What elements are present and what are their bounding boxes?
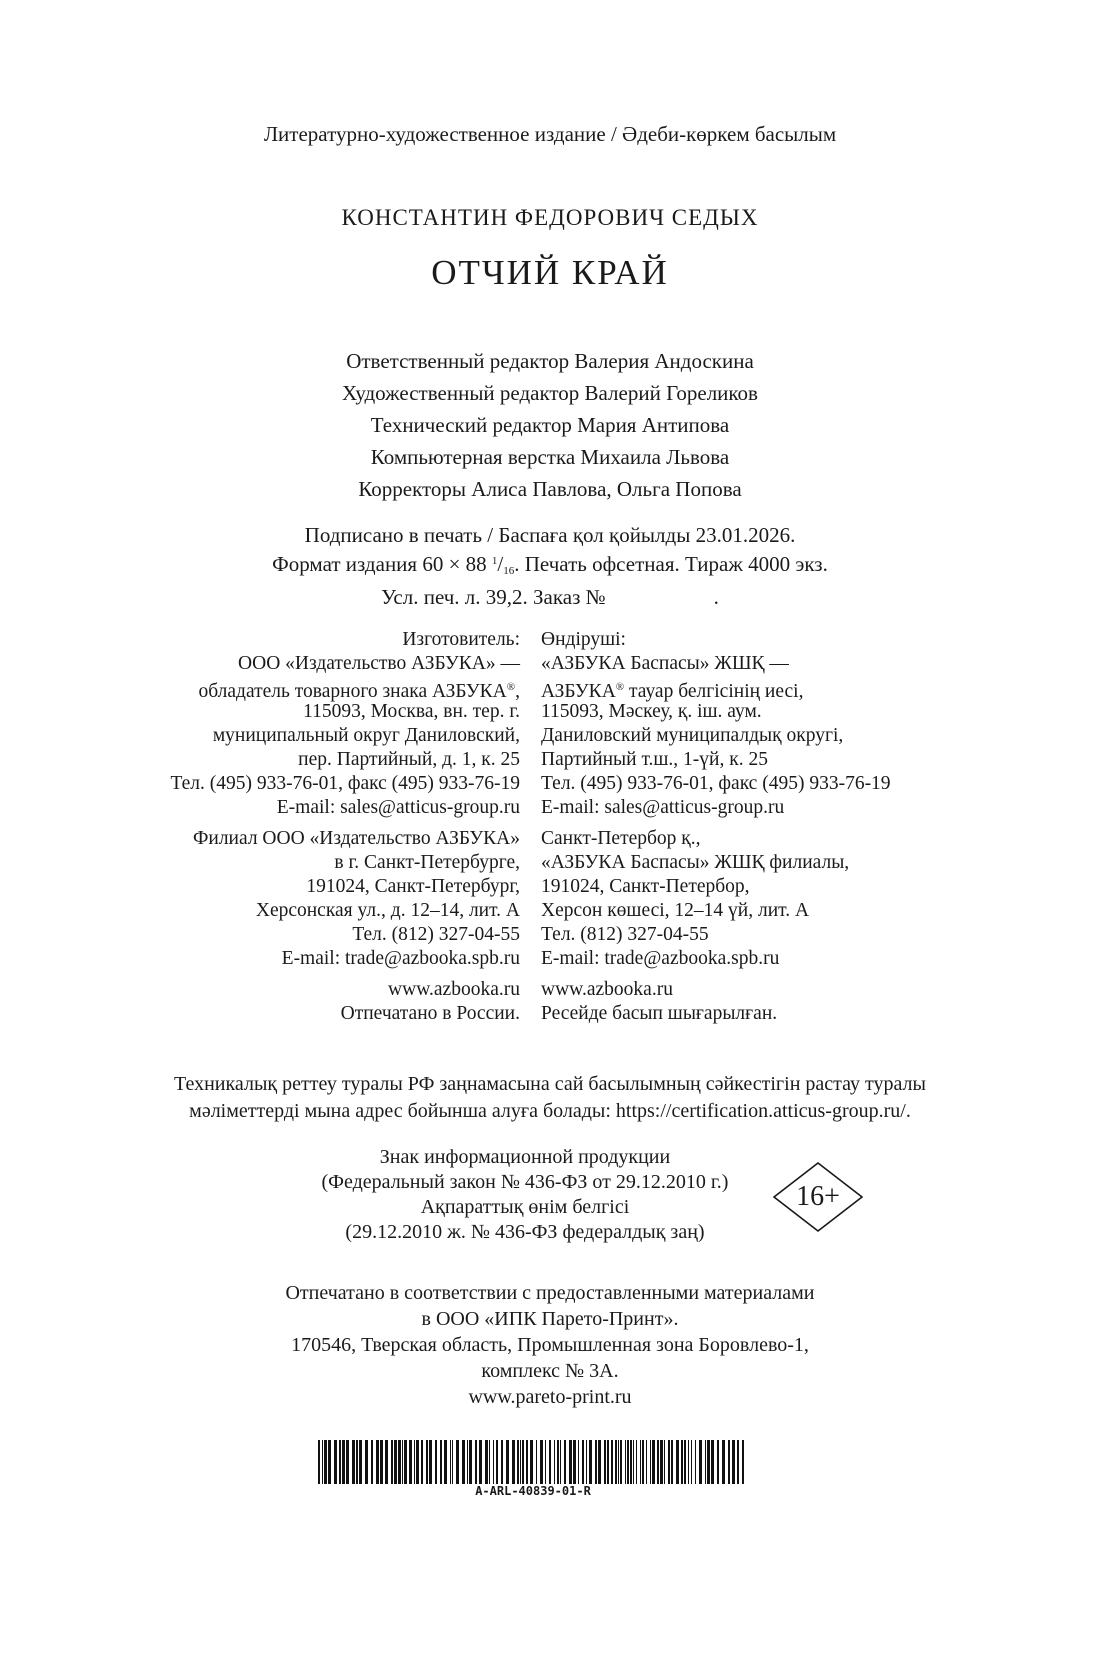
manufacturer-line: Даниловский муниципалдық округі, [541, 725, 844, 746]
barcode-bar [707, 1440, 710, 1484]
barcode-bar [485, 1440, 488, 1484]
barcode-bar [633, 1440, 634, 1484]
barcode-bar [376, 1440, 379, 1484]
barcode-bar [545, 1440, 546, 1484]
branch-phone: Тел. (812) 327-04-55 [352, 924, 520, 945]
branch-line: Санкт-Петербор қ., [541, 828, 701, 849]
barcode-bar [506, 1440, 509, 1484]
barcode-bar [717, 1440, 719, 1484]
barcode-bar [398, 1440, 401, 1484]
marking-line: (Федеральный закон № 436-ФЗ от 29.12.2010 г.) [321, 1171, 729, 1193]
printer-info [0, 1280, 1100, 1410]
barcode-bar [540, 1440, 543, 1484]
barcode-bar [569, 1440, 572, 1484]
barcode-bar [688, 1440, 689, 1484]
branch-email: E-mail: trade@azbooka.spb.ru [541, 948, 780, 969]
manufacturer-ru [170, 627, 520, 819]
barcode-bar [452, 1440, 453, 1484]
genre-line: Литературно-художественное издание / Әдеби-көркем басылым [263, 122, 837, 146]
barcode-bar [732, 1440, 735, 1484]
barcode-bar [557, 1440, 559, 1484]
barcode-bar [385, 1440, 388, 1484]
barcode-bar [462, 1440, 465, 1484]
printer-line: комплекс № 3А. [481, 1360, 619, 1382]
manufacturer-line: 115093, Мәскеу, қ. іш. аум. [541, 701, 762, 722]
barcode-bar [711, 1440, 714, 1484]
info-marking-text [270, 1145, 780, 1245]
barcode-bar [536, 1440, 537, 1484]
branch-line: 191024, Санкт-Петербор, [541, 876, 750, 897]
barcode-bar [496, 1440, 498, 1484]
branch-line: Херсон көшесі, 12–14 үй, лит. А [541, 900, 810, 921]
barcode-bar [391, 1440, 393, 1484]
barcode-bar [618, 1440, 619, 1484]
signed-date: Подписано в печать / Баспаға қол қойылды 23.01.2026. [304, 523, 796, 547]
barcode-bar [646, 1440, 647, 1484]
barcode-bar [607, 1440, 609, 1484]
barcode-bar [573, 1440, 576, 1484]
printed-in: Ресейде басып шығарылған. [541, 1003, 778, 1024]
barcode-bar [691, 1440, 692, 1484]
manufacturer-line: муниципальный округ Даниловский, [212, 725, 520, 746]
barcode-bar [324, 1440, 327, 1484]
credit-line: Компьютерная верстка Михаила Львова [370, 445, 730, 469]
barcode-bar [475, 1440, 477, 1484]
format-prefix: Формат издания 60 × 88 [272, 552, 492, 576]
barcode-bar [620, 1440, 622, 1484]
barcode-bar [346, 1440, 349, 1484]
barcode-bar [318, 1440, 320, 1484]
manufacturer-kz [541, 627, 891, 819]
barcode-bar [699, 1440, 702, 1484]
manufacturer-phone: Тел. (495) 933-76-01, факс (495) 933-76-19 [541, 773, 891, 794]
branch-line: 191024, Санкт-Петербург, [306, 876, 520, 897]
website-link[interactable]: www.azbooka.ru [388, 979, 520, 1000]
barcode-bar [598, 1440, 601, 1484]
manufacturer-line: Партийный т.ш., 1-үй, к. 25 [541, 749, 768, 770]
printer-line: 170546, Тверская область, Промышленная зона Боровлево-1, [291, 1334, 809, 1356]
barcode-bar [671, 1440, 673, 1484]
comma: , [515, 681, 520, 702]
barcode-bar [493, 1440, 494, 1484]
barcode-bar [627, 1440, 629, 1484]
marking-line: Знак информационной продукции [379, 1146, 671, 1168]
registered-mark: ® [506, 681, 516, 693]
barcode-bar [356, 1440, 358, 1484]
barcode-bar [512, 1440, 515, 1484]
marking-line: (29.12.2010 ж. № 436-ФЗ федералдық заң) [345, 1221, 705, 1243]
barcode-bar [595, 1440, 597, 1484]
trademark-text: обладатель товарного знака АЗБУКА [198, 681, 507, 702]
barcode-bar [676, 1440, 679, 1484]
barcode-bar [589, 1440, 592, 1484]
manufacturer-line: «АЗБУКА Баспасы» ЖШҚ — [541, 653, 789, 674]
barcode-bar [501, 1440, 503, 1484]
barcode-bar [684, 1440, 686, 1484]
barcode-bar [549, 1440, 551, 1484]
barcode-bar [604, 1440, 606, 1484]
manufacturer-line: ООО «Издательство АЗБУКА» — [238, 653, 520, 674]
manufacturer-email: E-mail: sales@atticus-group.ru [276, 797, 520, 818]
age-rating-text: 16+ [796, 1181, 840, 1212]
book-title: ОТЧИЙ КРАЙ [431, 253, 669, 292]
barcode-bar [402, 1440, 403, 1484]
barcode-bar [554, 1440, 555, 1484]
barcode-bar [426, 1440, 428, 1484]
barcode-bar [737, 1440, 739, 1484]
barcode-bar [444, 1440, 447, 1484]
credits-block [0, 345, 1100, 505]
barcode-bar [695, 1440, 696, 1484]
barcode-bar [582, 1440, 584, 1484]
barcode-bar [380, 1440, 383, 1484]
manufacturer-line: пер. Партийный, д. 1, к. 25 [298, 749, 520, 770]
barcode-bar [328, 1440, 331, 1484]
barcode-bar [578, 1440, 579, 1484]
barcode-bar [668, 1440, 670, 1484]
kazakh-column [541, 627, 891, 1032]
sheets-end: . [713, 585, 719, 609]
sheets-text: Усл. печ. л. 39,2. Заказ № [381, 585, 606, 609]
manufacturer-label-ru: Изготовитель: [402, 629, 520, 650]
registered-mark: ® [615, 681, 625, 693]
barcode-bar [429, 1440, 432, 1484]
barcode-bar [681, 1440, 683, 1484]
barcode-bar [564, 1440, 566, 1484]
barcode-bar [450, 1440, 451, 1484]
manufacturer-line [170, 675, 520, 702]
branch-phone: Тел. (812) 327-04-55 [541, 924, 709, 945]
format-slash: / [497, 552, 504, 576]
barcode-bar [652, 1440, 655, 1484]
branch-kz [541, 826, 891, 970]
barcode-bar [742, 1440, 744, 1484]
trademark-text: АЗБУКА [541, 681, 616, 702]
barcode-bar [728, 1440, 730, 1484]
barcode-bar [650, 1440, 651, 1484]
credit-line: Художественный редактор Валерий Гореликов [342, 381, 758, 405]
barcode-bar [414, 1440, 415, 1484]
barcode-bar [359, 1440, 362, 1484]
footer-ru [170, 977, 520, 1025]
barcode-bar [560, 1440, 561, 1484]
trademark-owner: тауар белгісінің иесі, [624, 681, 804, 702]
barcode-bar [517, 1440, 519, 1484]
branch-email: E-mail: trade@azbooka.spb.ru [281, 948, 520, 969]
manufacturer-email: E-mail: sales@atticus-group.ru [541, 797, 785, 818]
branch-line: «АЗБУКА Баспасы» ЖШҚ филиалы, [541, 852, 850, 873]
barcode-bar [530, 1440, 533, 1484]
printer-website[interactable]: www.pareto-print.ru [468, 1386, 632, 1408]
printed-in: Отпечатано в России. [340, 1003, 520, 1024]
branch-line: Филиал ООО «Издательство АЗБУКА» [192, 828, 520, 849]
sheets-line [0, 584, 1100, 610]
barcode-bar [520, 1440, 521, 1484]
website-link[interactable]: www.azbooka.ru [541, 979, 673, 1000]
barcode-bar [642, 1440, 644, 1484]
barcode-bar [479, 1440, 482, 1484]
barcode-bar [409, 1440, 412, 1484]
certification-note [0, 1071, 1100, 1125]
barcode-bar [625, 1440, 626, 1484]
barcode-bar [334, 1440, 337, 1484]
barcode-bar [394, 1440, 397, 1484]
format-line [0, 548, 1100, 584]
barcode-bar [342, 1440, 345, 1484]
barcode-bar [705, 1440, 706, 1484]
barcode-bar [586, 1440, 587, 1484]
branch-line: Херсонская ул., д. 12–14, лит. А [255, 900, 520, 921]
barcode-bar [435, 1440, 437, 1484]
barcode-bar [526, 1440, 528, 1484]
author-name: КОНСТАНТИН ФЕДОРОВИЧ СЕДЫХ [341, 205, 759, 230]
barcode-bar [440, 1440, 442, 1484]
age-rating-badge [773, 1162, 863, 1232]
barcode-bar [722, 1440, 725, 1484]
barcode-bar [371, 1440, 373, 1484]
format-numerator: 1 [491, 555, 498, 567]
barcode-bar [467, 1440, 468, 1484]
manufacturer-label-kz: Өндіруші: [541, 629, 626, 650]
manufacturer-line: 115093, Москва, вн. тер. г. [303, 701, 520, 722]
marking-line: Ақпараттық өнім белгісі [420, 1196, 630, 1218]
branch-ru [170, 826, 520, 970]
russian-column [170, 627, 520, 1032]
credit-line: Ответственный редактор Валерия Андоскина [346, 349, 754, 373]
barcode-bar [365, 1440, 368, 1484]
credit-line: Корректоры Алиса Павлова, Ольга Попова [358, 477, 742, 501]
barcode-bar [630, 1440, 632, 1484]
barcode-bar [657, 1440, 659, 1484]
barcode [318, 1440, 748, 1484]
format-suffix: . Печать офсетная. Тираж 4000 экз. [514, 552, 828, 576]
manufacturer-line [541, 675, 891, 702]
barcode-bar [416, 1440, 419, 1484]
printer-line: Отпечатано в соответствии с предоставленными материалами [285, 1282, 815, 1304]
barcode-bar [615, 1440, 617, 1484]
barcode-bar [339, 1440, 341, 1484]
barcode-code: A-ARL-40839-01-R [475, 1484, 591, 1498]
barcode-bar [489, 1440, 490, 1484]
barcode-bar [664, 1440, 665, 1484]
barcode-bar [640, 1440, 641, 1484]
barcode-bar [636, 1440, 637, 1484]
certification-line: мәліметтерді мына адрес бойынша алуға болады: https://certification.atticus-group.ru/. [189, 1100, 911, 1122]
barcode-bar [421, 1440, 423, 1484]
barcode-bar [660, 1440, 663, 1484]
barcode-bar [611, 1440, 613, 1484]
certification-line: Техникалық реттеу туралы РФ заңнамасына сай басылымның сәйкестігін растау туралы [174, 1073, 926, 1095]
barcode-bar [456, 1440, 459, 1484]
credit-line: Технический редактор Мария Антипова [370, 413, 730, 437]
branch-line: в г. Санкт-Петербурге, [334, 852, 520, 873]
barcode-bar [404, 1440, 407, 1484]
barcode-bar [469, 1440, 472, 1484]
printer-line: в ООО «ИПК Парето-Принт». [421, 1308, 679, 1330]
footer-kz [541, 977, 891, 1025]
barcode-bar [522, 1440, 524, 1484]
manufacturer-phone: Тел. (495) 933-76-01, факс (495) 933-76-19 [170, 773, 520, 794]
printing-info [0, 522, 1100, 610]
barcode-bar [352, 1440, 355, 1484]
format-denominator: 16 [503, 565, 515, 577]
barcode-bar [322, 1440, 323, 1484]
